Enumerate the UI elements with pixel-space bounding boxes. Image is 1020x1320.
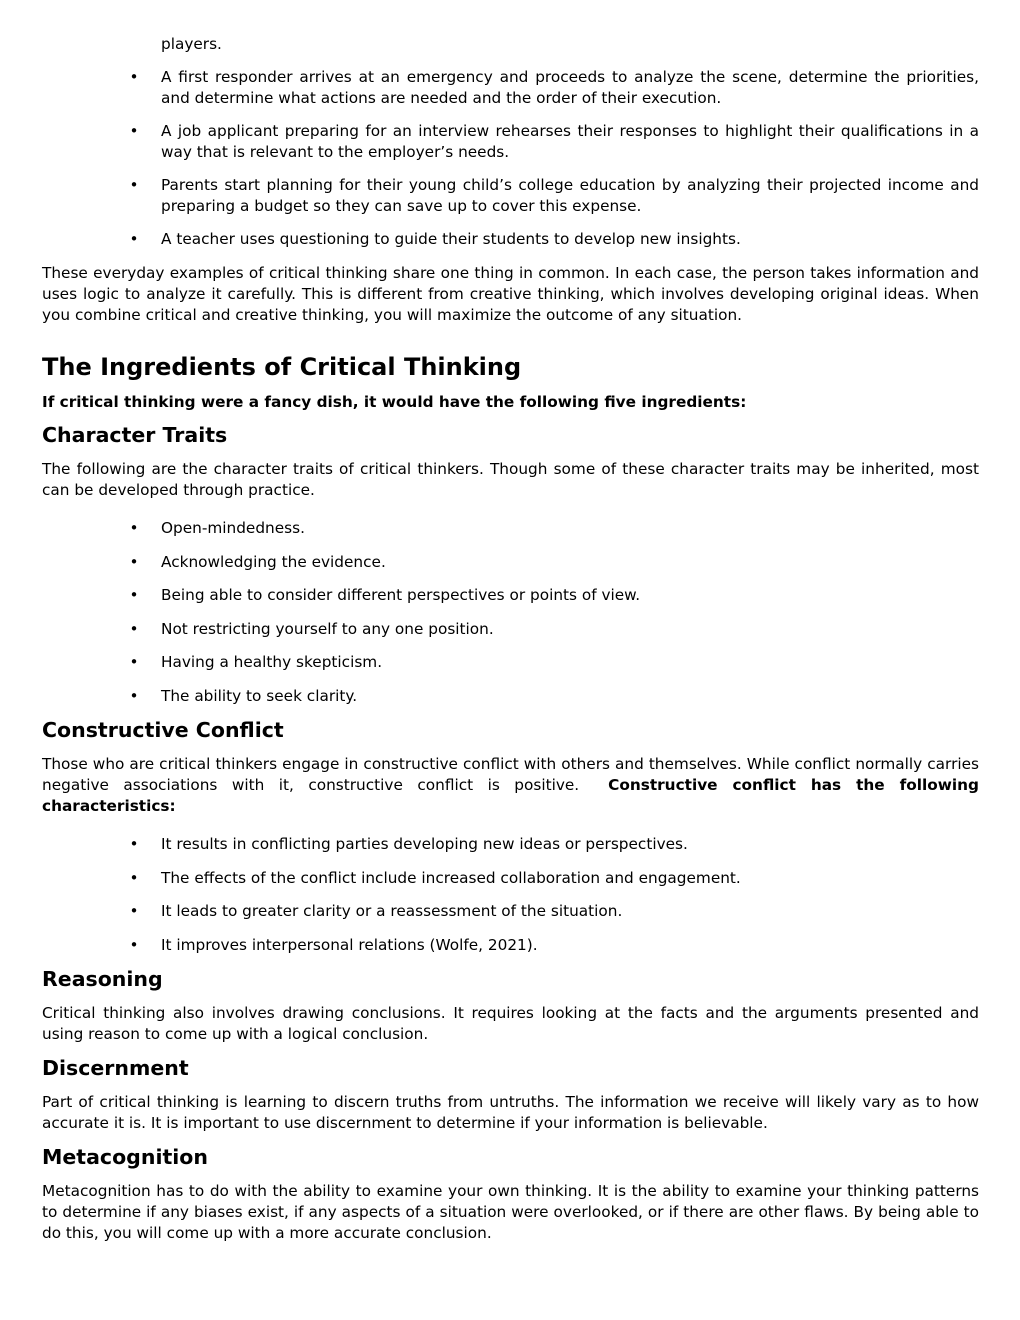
list-item xyxy=(42,518,979,539)
list-item xyxy=(42,619,979,640)
subheading-character-traits: Character Traits xyxy=(42,423,228,447)
bullet-icon: • xyxy=(129,935,139,954)
list-item-text: Parents start planning for their young child’s college education by analyzing their projected income and preparing a budget so they can save up to cover this expense. xyxy=(161,176,979,215)
bullet-icon: • xyxy=(129,230,139,248)
conflict-paragraph-text: Those who are critical thinkers engage in constructive conflict with others and themselves. While conflict normally carries negative associations with it, constructive conflict is positive. xyxy=(42,754,979,794)
bullet-icon: • xyxy=(129,176,139,194)
character-traits-list xyxy=(42,518,979,707)
character-traits-paragraph: The following are the character traits of critical thinkers. Though some of these character traits may be inherited, most can be developed through practice. xyxy=(42,460,979,499)
bullet-icon: • xyxy=(129,586,139,605)
bullet-icon: • xyxy=(129,902,139,921)
constructive-conflict-list xyxy=(42,834,979,956)
list-item xyxy=(42,552,979,573)
list-item-text: It results in conflicting parties developing new ideas or perspectives. xyxy=(161,834,688,853)
list-item xyxy=(42,175,979,217)
list-item-text: players. xyxy=(161,35,222,53)
list-item-text: Acknowledging the evidence. xyxy=(161,552,386,571)
list-item xyxy=(42,121,979,163)
bullet-icon: • xyxy=(129,122,139,140)
list-item xyxy=(42,652,979,673)
bullet-icon: • xyxy=(129,552,139,571)
list-item-text: The effects of the conflict include increased collaboration and engagement. xyxy=(161,868,741,887)
list-item-text: Open-mindedness. xyxy=(161,519,305,537)
discernment-paragraph: Part of critical thinking is learning to discern truths from untruths. The information we receive will likely vary as to how accurate it is. It is important to use discernment to determine if your information is believable. xyxy=(42,1092,979,1132)
list-item-text: Not restricting yourself to any one position. xyxy=(161,619,494,638)
examples-list xyxy=(42,34,979,250)
list-item-text: A job applicant preparing for an interview rehearses their responses to highlight their qualifications in a way that is relevant to the employer’s needs. xyxy=(161,122,979,161)
metacognition-paragraph: Metacognition has to do with the ability to examine your own thinking. It is the ability to examine your thinking patterns to determine if any biases exist, if any aspects of a situation were overlooked, or if there are other flaws. By being able to do this, you will come up with a more accurate conclusion. xyxy=(42,1181,979,1242)
bullet-icon: • xyxy=(129,686,139,705)
list-item xyxy=(42,585,979,606)
list-item-text: It improves interpersonal relations (Wolfe, 2021). xyxy=(161,935,538,954)
ingredients-intro: If critical thinking were a fancy dish, it would have the following five ingredients: xyxy=(42,393,747,411)
bullet-icon: • xyxy=(129,653,139,672)
subheading-metacognition: Metacognition xyxy=(42,1144,208,1169)
list-item xyxy=(42,686,979,707)
list-item xyxy=(42,834,979,855)
list-item-text: Having a healthy skepticism. xyxy=(161,653,383,672)
bullet-icon: • xyxy=(129,68,139,86)
list-item-text: The ability to seek clarity. xyxy=(161,686,358,705)
examples-paragraph: These everyday examples of critical thinking share one thing in common. In each case, the person takes information and uses logic to analyze it carefully. This is different from creative thinking, which involves developing original ideas. When you combine critical and creative thinking, you will maximize the outcome of any situation. xyxy=(42,264,979,324)
list-item xyxy=(42,868,979,889)
list-item-text: A first responder arrives at an emergency and proceeds to analyze the scene, determine the priorities, and determine what actions are needed and the order of their execution. xyxy=(161,68,979,107)
subheading-constructive-conflict: Constructive Conflict xyxy=(42,717,284,742)
list-item xyxy=(42,901,979,922)
bullet-icon: • xyxy=(129,619,139,638)
conflict-paragraph-bold: Constructive conflict has the following characteristics: xyxy=(42,775,979,815)
bullet-icon: • xyxy=(129,834,139,853)
reasoning-paragraph: Critical thinking also involves drawing conclusions. It requires looking at the facts and the arguments presented and using reason to come up with a logical conclusion. xyxy=(42,1003,979,1043)
list-item xyxy=(42,935,979,956)
subheading-reasoning: Reasoning xyxy=(42,966,163,991)
list-item xyxy=(42,67,979,109)
bullet-icon: • xyxy=(129,519,139,537)
bullet-icon: • xyxy=(129,868,139,887)
section-heading-ingredients: The Ingredients of Critical Thinking xyxy=(42,353,522,381)
subheading-discernment: Discernment xyxy=(42,1055,189,1080)
list-item xyxy=(42,229,979,250)
list-item-continuation xyxy=(42,34,979,55)
list-item-text: Being able to consider different perspectives or points of view. xyxy=(161,586,641,605)
list-item-text: It leads to greater clarity or a reassessment of the situation. xyxy=(161,902,623,921)
document-page xyxy=(42,34,979,1244)
constructive-conflict-paragraph xyxy=(42,754,979,817)
list-item-text: A teacher uses questioning to guide their students to develop new insights. xyxy=(161,230,741,248)
